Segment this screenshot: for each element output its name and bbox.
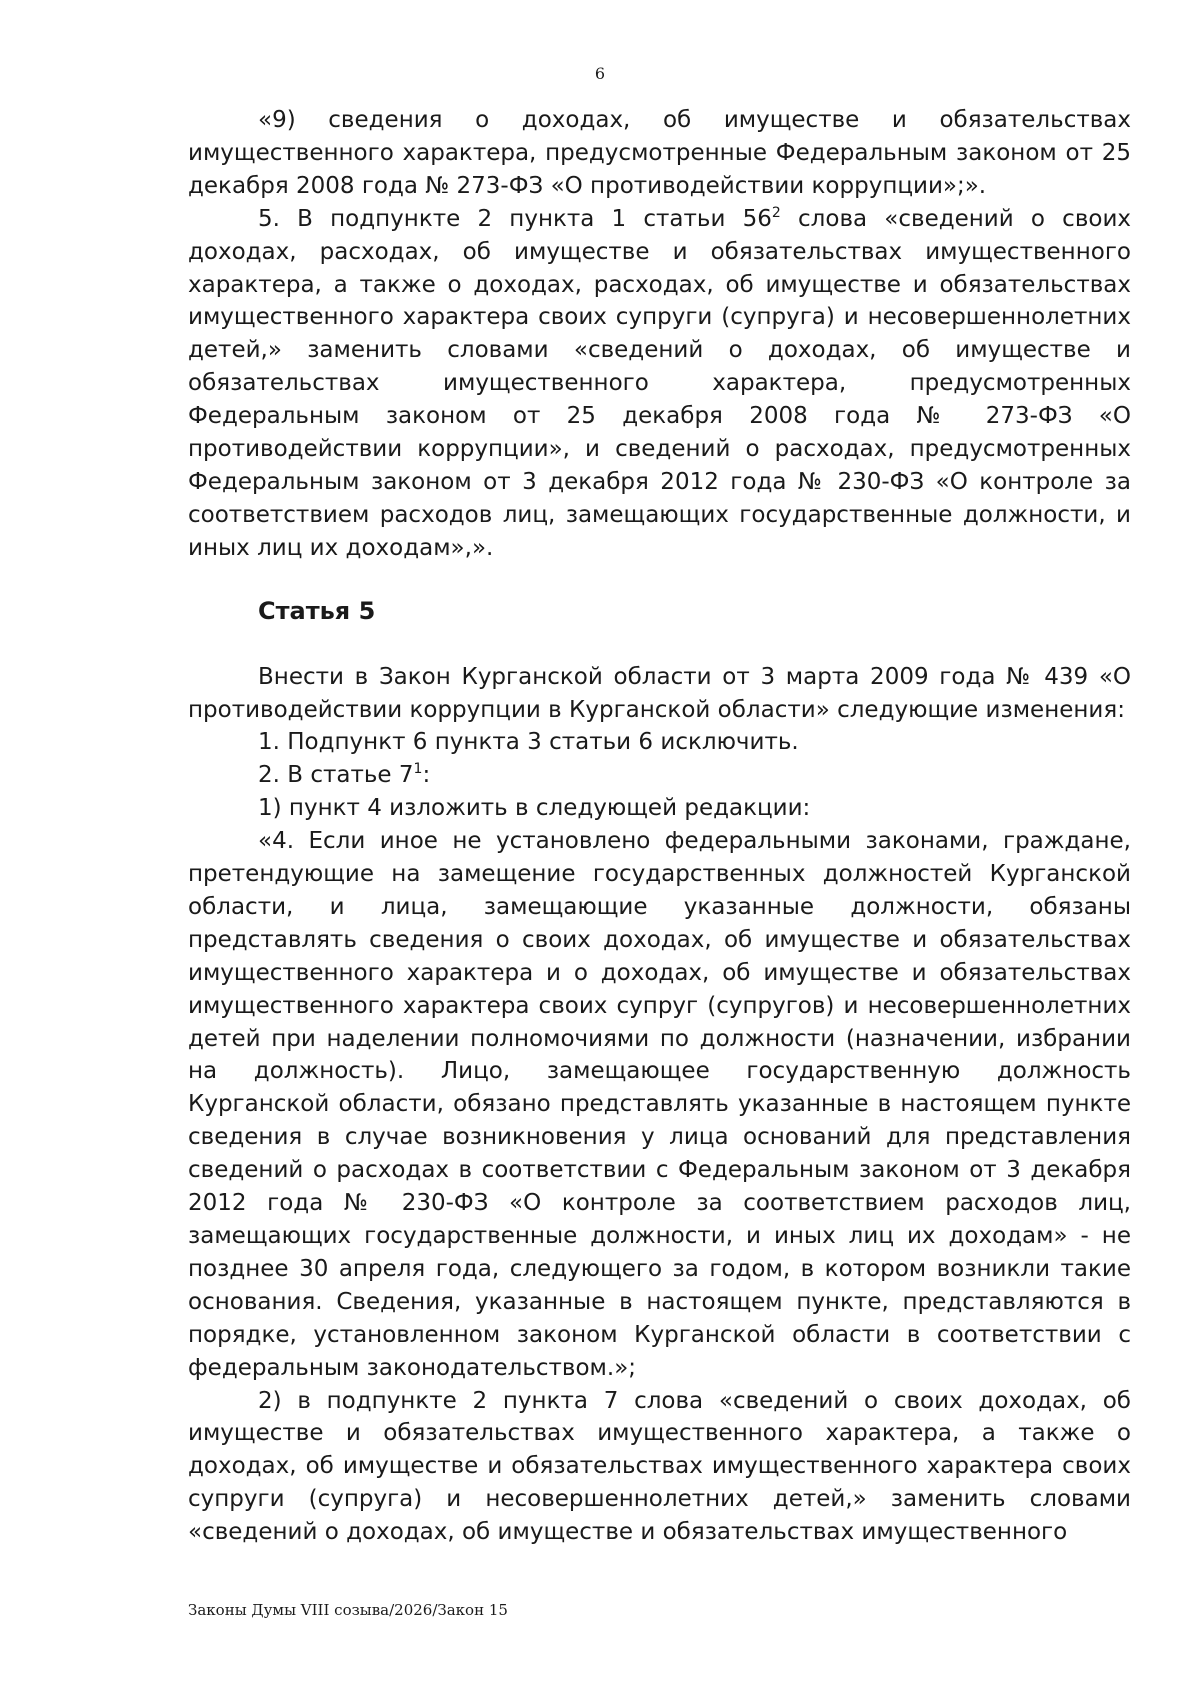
paragraph-amend-law: Внести в Закон Курганской области от 3 марта 2009 года № 439 «О противодействии коррупции в Курганской области» следующие изменения: xyxy=(188,663,1131,723)
paragraph-text-start: 5. В подпункте 2 пункта 1 статьи 56 xyxy=(258,205,772,232)
paragraph-item-5 xyxy=(188,203,1131,565)
article-heading: Статья 5 xyxy=(258,596,376,625)
document-body xyxy=(188,104,1131,1549)
paragraph-point-2 xyxy=(188,759,1131,792)
paragraph-new-point-4: «4. Если иное не установлено федеральными законами, граждане, претендующие на замещение государственных должностей Курганской области, и лица, замещающие указанные должности, обязаны представлять сведения о своих доходах, об имуществе и обязательствах имущественного характера и о доходах, об имуществе и обязательствах имущественного характера своих супруг (супругов) и несовершеннолетних детей при наделении полномочиями по должности (назначении, избрании на должность). Лицо, замещающее государственную должность Курганской области, обязано представлять указанные в настоящем пункте сведения в случае возникновения у лица оснований для представления сведений о расходах в соответствии с Федеральным законом от 3 декабря 2012 года № 230-ФЗ «О контроле за соответствием расходов лиц, замещающих государственные должности, и иных лиц их доходам» - не позднее 30 апреля года, следующего за годом, в котором возникли такие основания. Сведения, указанные в настоящем пункте, представляются в порядке, установленном законом Курганской области в соответствии с федеральным законодательством.»; xyxy=(188,828,1131,1381)
superscript: 1 xyxy=(413,761,423,778)
paragraph-text-rest: : xyxy=(422,762,431,789)
paragraph-subpoint-2: 2) в подпункте 2 пункта 7 слова «сведений о своих доходах, об имуществе и обязательствах имущественного характера, а также о доходах, об имуществе и обязательствах имущественного характера своих супруги (супруга) и несовершеннолетних детей,» заменить словами «сведений о доходах, об имуществе и обязательствах имущественного xyxy=(188,1387,1131,1546)
paragraph-point-1: 1. Подпункт 6 пункта 3 статьи 6 исключить. xyxy=(258,729,799,756)
paragraph-text-rest: слова «сведений о своих доходах, расходах, об имуществе и обязательствах имущественного характера, а также о доходах, расходах, об имуществе и обязательствах имущественного характера своих супруги (супруга) и несовершеннолетних детей,» заменить словами «сведений о доходах, об имуществе и обязательствах имущественного характера, предусмотренных Федеральным законом от 25 декабря 2008 года № 273-ФЗ «О противодействии коррупции», и сведений о расходах, предусмотренных Федеральным законом от 3 декабря 2012 года № 230-ФЗ «О контроле за соответствием расходов лиц, замещающих государственные должности, и иных лиц их доходам»,». xyxy=(188,205,1132,561)
paragraph-item-9: «9) сведения о доходах, об имуществе и обязательствах имущественного характера, предусмотренные Федеральным законом от 25 декабря 2008 года № 273-ФЗ «О противодействии коррупции»;». xyxy=(188,107,1131,199)
page-number: 6 xyxy=(594,64,606,83)
paragraph-text-start: 2. В статье 7 xyxy=(258,762,414,789)
footer-reference: Законы Думы VIII созыва/2026/Закон 15 xyxy=(188,1601,508,1619)
superscript: 2 xyxy=(771,204,781,221)
paragraph-subpoint-1: 1) пункт 4 изложить в следующей редакции: xyxy=(258,795,811,822)
